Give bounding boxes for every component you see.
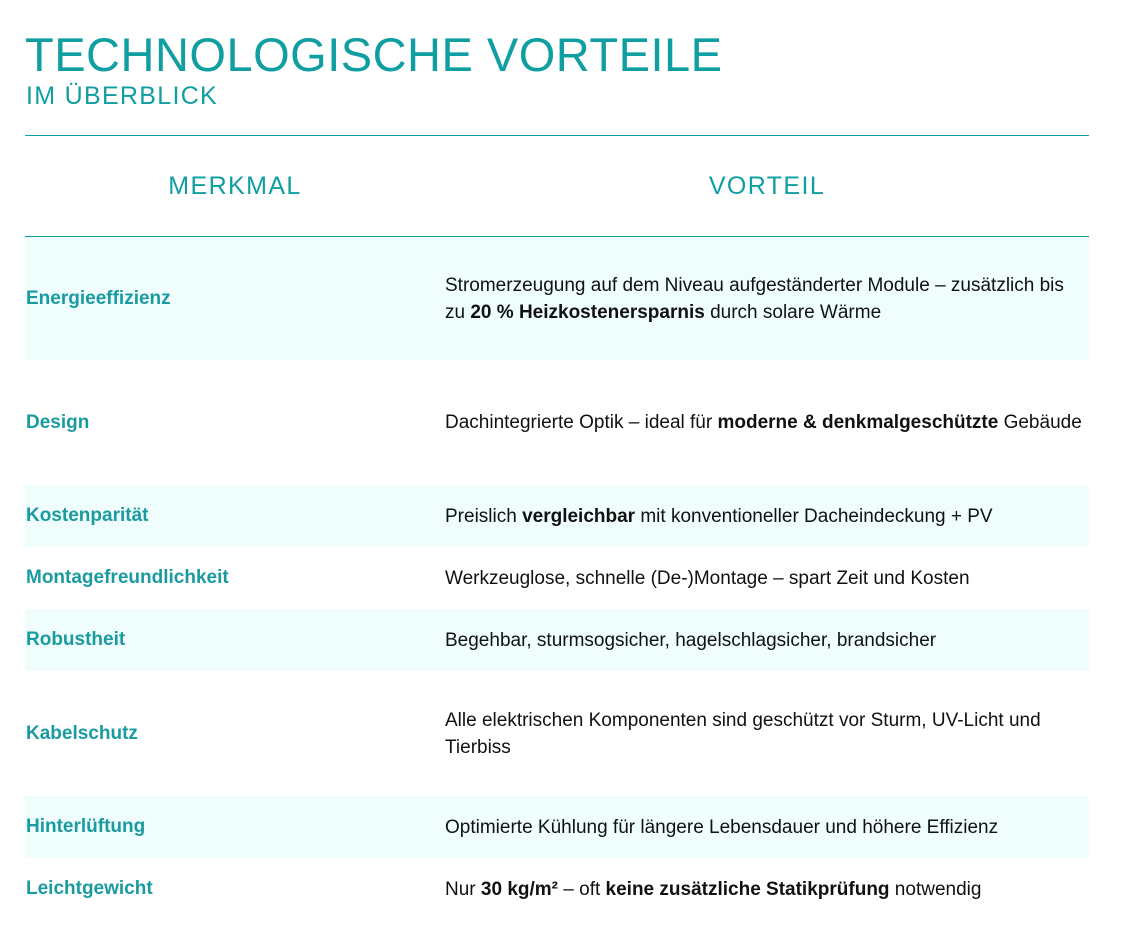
benefit-emphasis: 30 kg/m² xyxy=(480,878,558,900)
header-divider xyxy=(25,135,1089,136)
benefit-cell xyxy=(445,503,1089,530)
benefit-cell xyxy=(445,707,1089,761)
benefit-emphasis: moderne & denkmalgeschützte xyxy=(717,412,999,433)
benefit-cell xyxy=(445,876,1089,903)
benefit-text: notwendig xyxy=(889,878,982,900)
benefit-emphasis: keine zusätzliche Statikprüfung xyxy=(605,878,890,900)
benefit-cell xyxy=(445,409,1089,436)
benefit-text: Nur xyxy=(445,878,481,900)
table-row xyxy=(25,485,1089,547)
benefit-emphasis: 20 % Heizkostenersparnis xyxy=(470,301,705,323)
benefit-text: Begehbar, sturmsogsicher, hagelschlagsicher, brandsicher xyxy=(445,629,937,651)
benefit-emphasis: vergleichbar xyxy=(522,505,636,527)
feature-cell: Robustheit xyxy=(26,629,126,650)
benefit-cell xyxy=(445,565,1089,592)
table-row xyxy=(25,858,1089,920)
column-header-merkmal: MERKMAL xyxy=(168,172,302,200)
feature-cell: Montagefreundlichkeit xyxy=(26,567,229,588)
benefit-text: Werkzeuglose, schnelle (De-)Montage – spart Zeit und Kosten xyxy=(445,567,970,589)
benefit-text: durch solare Wärme xyxy=(704,301,882,323)
feature-cell: Design xyxy=(26,411,90,433)
feature-cell: Kostenparität xyxy=(26,505,149,526)
benefit-text: – oft xyxy=(558,878,606,900)
benefit-text: Gebäude xyxy=(998,412,1082,433)
page-title: TECHNOLOGISCHE VORTEILE xyxy=(25,28,723,81)
features-table xyxy=(25,237,1089,920)
table-row xyxy=(25,547,1089,609)
table-row xyxy=(25,609,1089,671)
feature-cell: Kabelschutz xyxy=(26,722,138,744)
benefit-text: mit konventioneller Dacheindeckung + PV xyxy=(635,505,993,527)
benefit-text: Dachintegrierte Optik – ideal für xyxy=(445,412,718,433)
feature-cell: Energieeffizienz xyxy=(26,287,171,309)
feature-cell: Leichtgewicht xyxy=(26,878,153,899)
benefit-cell xyxy=(445,814,1089,841)
page-subtitle: IM ÜBERBLICK xyxy=(26,82,219,110)
benefit-text: Alle elektrischen Komponenten sind geschützt vor Sturm, UV-Licht und Tierbiss xyxy=(445,709,1041,758)
table-row xyxy=(25,237,1089,360)
feature-cell: Hinterlüftung xyxy=(26,816,146,837)
benefit-cell xyxy=(445,272,1089,326)
benefit-cell xyxy=(445,627,1089,654)
table-row xyxy=(25,360,1089,485)
benefit-text: Preislich xyxy=(445,505,523,527)
benefit-text: Optimierte Kühlung für längere Lebensdauer und höhere Effizienz xyxy=(445,816,999,838)
table-row xyxy=(25,671,1089,796)
benefit-text: Stromerzeugung auf dem Niveau aufgeständerter Module – zusätzlich bis zu xyxy=(445,274,1064,323)
column-header-vorteil: VORTEIL xyxy=(708,172,826,200)
table-row xyxy=(25,796,1089,858)
